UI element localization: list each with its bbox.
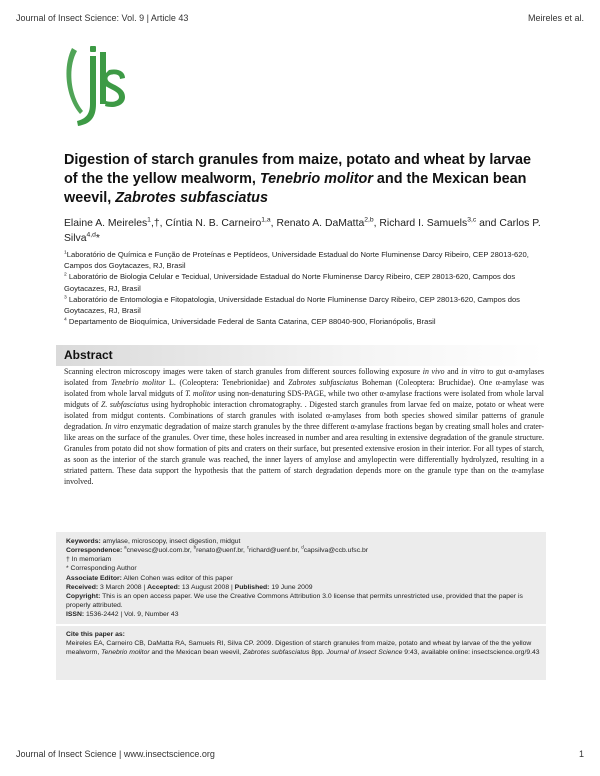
author-name: Renato A. DaMatta bbox=[276, 218, 365, 229]
abstract-italic: in vitro bbox=[461, 367, 485, 376]
author-suffix: ,† bbox=[150, 218, 160, 229]
author-suffix: * bbox=[95, 232, 100, 244]
received-value: 3 March 2008 bbox=[100, 583, 142, 591]
affiliation-text: Laboratório de Biologia Celular e Tecidual, Universidade Estadual do Norte Fluminense Darcy Ribeiro, CEP 28013-620, Campos dos Goytacazes, RJ, Brasil bbox=[64, 272, 516, 293]
article-info bbox=[66, 537, 538, 619]
citation-italic: Journal of Insect Science bbox=[326, 649, 403, 657]
corresponding-note: * Corresponding Author bbox=[66, 565, 137, 573]
abstract-text: and bbox=[444, 367, 462, 376]
authors-and: and bbox=[479, 218, 497, 229]
copyright-label: Copyright: bbox=[66, 592, 101, 600]
editor-line bbox=[66, 574, 538, 583]
article-title bbox=[64, 151, 544, 208]
memoriam-note: † In memoriam bbox=[66, 556, 112, 564]
abstract-body bbox=[64, 367, 544, 487]
citation bbox=[66, 630, 540, 657]
abstract-text: using non-denaturing SDS-PAGE, while two other α-amylase fractions were isolated from whole larval midguts of bbox=[64, 388, 544, 409]
affiliation-text: Departamento de Bioquímica, Universidade Federal de Santa Catarina, CEP 88040-900, Florianópolis, Brasil bbox=[68, 317, 436, 327]
accepted-label: Accepted: bbox=[147, 583, 180, 591]
abstract-text: using hydrophobic interaction chromatography. . Digested starch granules from larvae fed on maize, potato or wheat were isolated from midgut contents. Combinations of starch granules with isolated α-amylases from both species showed similar patterns of granule degradation. bbox=[64, 399, 544, 431]
running-header-journal: Journal of Insect Science: Vol. 9 | Article 43 bbox=[16, 13, 189, 23]
keywords-label: Keywords: bbox=[66, 538, 101, 545]
email-sup: b bbox=[193, 544, 197, 550]
correspondence-line: Correspondence: $^a$cnevesc@uol.com.br, $^b$renato@uenf.br, $^c$richard@uenf.br, $^d$capsilva@ccb.ufsc.br bbox=[66, 544, 369, 555]
title-species-2: Zabrotes subfasciatus bbox=[115, 190, 268, 206]
email-link[interactable]: renato@uenf.br bbox=[196, 547, 244, 555]
affiliation-item bbox=[64, 316, 540, 327]
running-header-authors: Meireles et al. bbox=[527, 13, 584, 23]
editor-value: Allen Cohen was editor of this paper bbox=[123, 574, 233, 582]
citation-part: 8pp. bbox=[309, 649, 327, 657]
affiliation-text: Laboratório de Química e Função de Proteínas e Peptídeos, Universidade Estadual do Norte Fluminense Darcy Ribeiro, CEP 28013-620, Campos dos Goytacazes, RJ, Brasil bbox=[64, 250, 529, 271]
email-sup: d bbox=[301, 544, 304, 550]
abstract-italic: in vivo bbox=[422, 367, 445, 376]
affiliation-num: 2 bbox=[64, 272, 67, 278]
affiliation-item bbox=[64, 271, 540, 293]
abstract-italic: Zabrotes subfasciatus bbox=[288, 377, 359, 387]
citation-label: Cite this paper as: bbox=[66, 631, 125, 638]
page-number: 1 bbox=[578, 749, 584, 759]
editor-label: Associate Editor: bbox=[66, 574, 122, 582]
abstract-italic: Tenebrio molitor bbox=[110, 377, 166, 387]
footer-journal: Journal of Insect Science | www.insectscience.org bbox=[16, 749, 215, 759]
published-label: Published: bbox=[234, 583, 270, 591]
published-value: 19 June 2009 bbox=[271, 583, 313, 591]
email-sup: a bbox=[124, 544, 127, 550]
abstract-heading: Abstract bbox=[64, 348, 113, 362]
author-name: Cíntia N. B. Carneiro bbox=[165, 218, 262, 229]
affiliation-num: 1 bbox=[64, 250, 67, 256]
author-sup: 1 bbox=[147, 216, 151, 224]
author-sup: 3,c bbox=[467, 216, 477, 224]
abstract-heading-band bbox=[56, 345, 544, 366]
citation-link[interactable]: 9:43, available online: insectscience.org/9.43 bbox=[402, 649, 540, 657]
issn-line bbox=[66, 610, 538, 619]
citation-part: and the Mexican bean weevil, bbox=[149, 649, 243, 657]
title-text-1: Digestion of starch granules from maize, potato and wheat by larvae of the the yellow mealworm, bbox=[64, 152, 532, 187]
email-link[interactable]: richard@uenf.br bbox=[249, 547, 298, 555]
title-text-2: and the Mexican bean weevil, bbox=[64, 171, 527, 206]
abstract-text: to gut α-amylases isolated from bbox=[64, 367, 544, 387]
affiliations bbox=[64, 249, 540, 327]
issn-label: ISSN: bbox=[66, 611, 85, 619]
title-species-1: Tenebrio molitor bbox=[259, 171, 373, 187]
abstract-italic: T. molitor bbox=[185, 388, 216, 398]
received-label: Received: bbox=[66, 583, 99, 591]
abstract-text: Scanning electron microscopy images were taken of starch granules from different sources following exposure bbox=[64, 367, 423, 376]
author-sup: 4,d bbox=[86, 231, 96, 239]
accepted-value: 13 August 2008 bbox=[181, 583, 230, 591]
issn-value: 1536-2442 | Vol. 9, Number 43 bbox=[86, 611, 179, 619]
jis-logo-icon bbox=[66, 42, 126, 138]
affiliation-num: 3 bbox=[64, 295, 67, 301]
author-sup: 2,b bbox=[364, 216, 374, 224]
email-link[interactable]: capsilva@ccb.ufsc.br bbox=[303, 547, 369, 555]
abstract-italic: In vitro bbox=[105, 421, 129, 431]
affiliation-item bbox=[64, 294, 540, 316]
correspondence-label: Correspondence: bbox=[66, 547, 123, 555]
affiliation-item bbox=[64, 249, 540, 271]
abstract-italic: Z. subfasciatus bbox=[101, 399, 149, 409]
email-sup: c bbox=[246, 544, 250, 550]
citation-text bbox=[66, 639, 540, 657]
author-list: Elaine A. Meireles$^1$,†, Cíntia N. B. Carneiro$^{1,a}$, Renato A. DaMatta$^{2,b}$, Richard I. Samuels$^{3,c}$ and Carlos P. Silva$^{4,d}$* bbox=[64, 216, 541, 244]
affiliation-text: Laboratório de Entomologia e Fitopatologia, Universidade Estadual do Norte Fluminense Darcy Ribeiro, CEP 28013-620, Campos dos Goytacazes, RJ, Brasil bbox=[64, 294, 520, 316]
author-name: Carlos P. Silva bbox=[64, 218, 541, 244]
dates-line: Received: 3 March 2008 | Accepted: 13 August 2008 | Published: 19 June 2009 bbox=[66, 583, 313, 591]
abstract-text: Boheman (Coleoptera: Bruchidae). One α-amylase was isolated from whole larval midguts of bbox=[64, 377, 544, 398]
author-name: Richard I. Samuels bbox=[379, 218, 468, 229]
copyright-line bbox=[66, 592, 538, 610]
author-sup: 1,a bbox=[261, 216, 271, 224]
email-link[interactable]: cnevesc@uol.com.br bbox=[126, 547, 190, 555]
keywords-value: amylase, microscopy, insect digestion, midgut bbox=[102, 538, 241, 545]
citation-italic: Tenebrio molitor bbox=[101, 649, 150, 657]
citation-italic: Zabrotes subfasciatus bbox=[242, 649, 310, 657]
copyright-value: This is an open access paper. We use the Creative Commons Attribution 3.0 license that permits unrestricted use, provided that the paper is properly attributed. bbox=[66, 592, 523, 610]
abstract-text: L. (Coleoptera: Tenebrionidae) and bbox=[165, 377, 289, 387]
affiliation-num: 4 bbox=[64, 317, 67, 323]
author-name: Elaine A. Meireles bbox=[64, 218, 148, 229]
abstract-text: enzymatic degradation of maize starch granules by the three different α-amylase fractions began by creating small holes and crater-like areas on the surface of the granules. Over time, these holes increased in number and area resulting in extensive degradation of the granule structure. Granules from potato did not show formation of pits and craters on their surface, but presented extensive erosion in their interior. For all types of starch, as soon as the interior of the starch granule was reached, the inner layers of amylose and amylopectin were differentially hydrolyzed, resulting in a striated pattern. These data support the hypothesis that the pattern of starch degradation depends more on the granule type than on the α-amylase involved. bbox=[64, 421, 544, 486]
citation-part: Meireles EA, Carneiro CB, DaMatta RA, Samuels RI, Silva CP. 2009. Digestion of starch granules from maize, potato and wheat by larvae of the the yellow mealworm, bbox=[66, 640, 532, 657]
